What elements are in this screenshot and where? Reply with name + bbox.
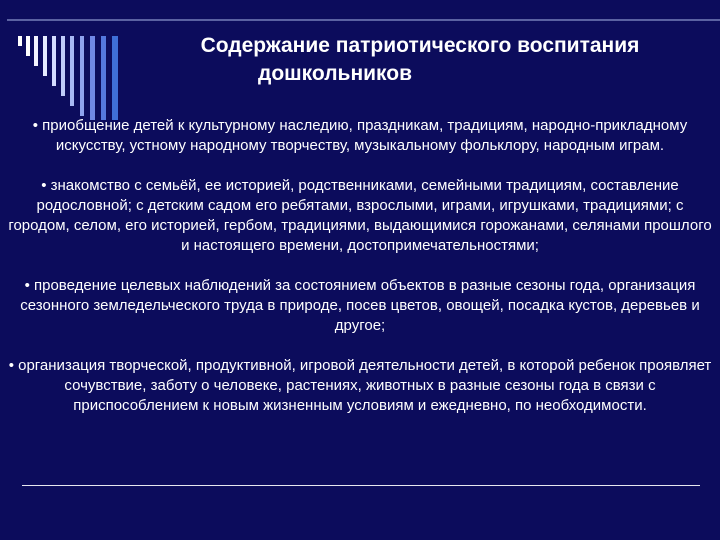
bullet-item: • знакомство с семьёй, ее историей, родственниками, семейными традициям, составление родословной; с детским садом его ребятами, взрослыми, играми, игрушками, традициями; с городом, селом, его историей, гербом, традициями, выдающимися горожанами, селянами прошлого и настоящего времени, достопримечательностями; [8, 177, 712, 254]
bullet-item: • проведение целевых наблюдений за состоянием объектов в разные сезоны года, организация сезонного земледельческого труда в природе, посев цветов, овощей, посадка кустов, деревьев и другое; [20, 277, 700, 334]
bullet-item: • организация творческой, продуктивной, игровой деятельности детей, в которой ребенок проявляет сочувствие, заботу о человеке, растениях, животных в разные сезоны года в связи с приспособлением к новым жизненным условиям и ежедневно, по необходимости. [8, 357, 712, 414]
slide-title-line-2: дошкольников [258, 62, 413, 85]
bottom-divider [22, 485, 700, 486]
slide-title [150, 32, 690, 88]
slide-body [6, 116, 714, 436]
slide-title-line-1: Содержание патриотического воспитания [200, 34, 640, 57]
bullet-item: • приобщение детей к культурному наследию, праздникам, традициям, народно-прикладному искусству, устному народному творчеству, музыкальному фольклору, народным играм. [32, 117, 688, 154]
